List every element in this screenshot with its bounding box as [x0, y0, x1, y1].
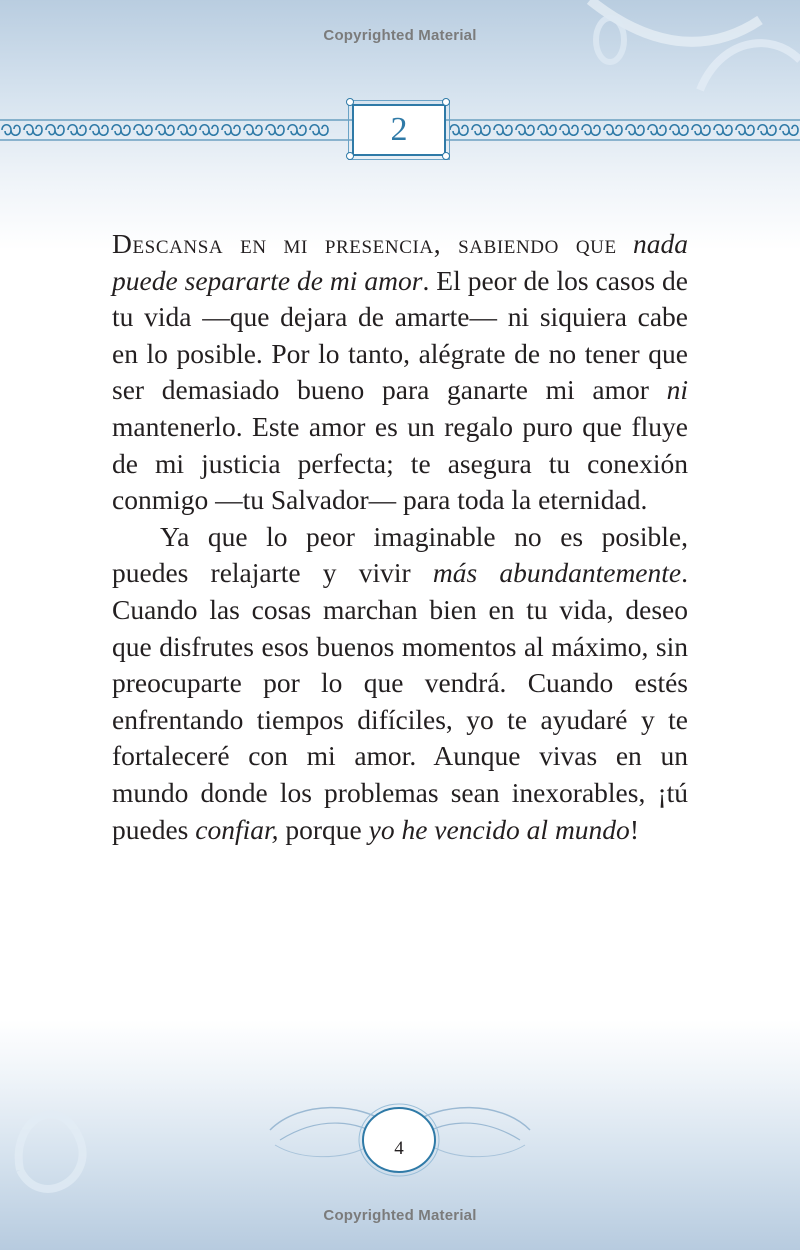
italic-phrase: yo he vencido al mundo	[368, 813, 630, 845]
scroll-ornament-icon	[538, 125, 556, 136]
scroll-ornament-icon	[582, 125, 600, 136]
scroll-ornament-icon	[310, 125, 328, 136]
corner-ornament-icon	[442, 152, 450, 160]
opening-smallcaps: Descansa en mi presencia, sabiendo que	[112, 228, 617, 259]
scroll-ornament-icon	[670, 125, 688, 136]
corner-ornament-icon	[442, 98, 450, 106]
scroll-ornament-icon	[178, 125, 196, 136]
scroll-ornament-icon	[648, 125, 666, 136]
page-number: 4	[394, 1138, 404, 1159]
paragraph-text: porque	[278, 813, 369, 845]
scroll-ornament-icon	[134, 125, 152, 136]
scroll-ornament-icon	[46, 125, 64, 136]
paragraph-text: !	[629, 813, 639, 845]
devotional-text	[112, 226, 688, 848]
scroll-ornament-icon	[244, 125, 262, 136]
scroll-ornament-icon	[714, 125, 732, 136]
page-number-medallion	[360, 1115, 438, 1183]
scroll-ornament-icon	[200, 125, 218, 136]
corner-ornament-icon	[346, 98, 354, 106]
chapter-number: 2	[390, 111, 408, 148]
scroll-ornament-icon	[626, 125, 644, 136]
paragraph-1	[112, 226, 688, 519]
scroll-ornament-icon	[780, 125, 798, 136]
scroll-ornament-icon	[450, 125, 468, 136]
scroll-ornament-icon	[604, 125, 622, 136]
scroll-ornament-icon	[736, 125, 754, 136]
chapter-number-box	[352, 104, 446, 156]
scroll-ornament-icon	[472, 125, 490, 136]
watermark-top: Copyrighted Material	[323, 27, 477, 44]
scroll-ornament-icon	[2, 125, 20, 136]
italic-phrase: nada puede separarte de mi amor	[112, 228, 688, 296]
scroll-ornament-icon	[68, 125, 86, 136]
paragraph-text: . Cuando las cosas marchan bien en tu vida, deseo que disfrutes esos buenos momentos al máximo, sin preocuparte por lo que vendrá. Cuando estés enfrentando tiempos difíciles, yo te ayudaré y te fortaleceré con mi amor. Aunque vivas en un mundo donde los problemas sean inexorables, ¡tú puedes	[112, 557, 688, 845]
paragraph-2	[112, 519, 688, 848]
scroll-ornament-icon	[112, 125, 130, 136]
scroll-ornament-icon	[494, 125, 512, 136]
paragraph-text: Ya que lo peor imaginable no es posible, puedes relajarte y vivir	[112, 520, 688, 589]
watermark-bottom: Copyrighted Material	[323, 1207, 477, 1224]
scroll-ornament-icon	[560, 125, 578, 136]
scroll-ornament-icon	[516, 125, 534, 136]
italic-phrase: confiar,	[195, 813, 279, 845]
italic-phrase: más abundantemente	[432, 557, 682, 589]
scroll-ornament-icon	[156, 125, 174, 136]
scroll-ornament-icon	[692, 125, 710, 136]
scroll-ornament-icon	[266, 125, 284, 136]
scroll-ornament-icon	[24, 125, 42, 136]
scroll-ornament-icon	[90, 125, 108, 136]
scroll-ornament-icon	[288, 125, 306, 136]
paragraph-text: mantenerlo. Este amor es un regalo puro que fluye de mi justicia perfecta; te asegura tu conexión conmigo —tu Salvador— para toda la eternidad.	[112, 410, 688, 516]
scroll-ornament-icon	[758, 125, 776, 136]
corner-ornament-icon	[346, 152, 354, 160]
italic-phrase: ni	[666, 374, 688, 406]
paragraph-text: . El peor de los casos de tu vida —que dejara de amarte— ni siquiera cabe en lo posible. Por lo tanto, alégrate de no tener que ser demasiado bueno para ganarte mi amor	[112, 264, 688, 406]
scroll-ornament-icon	[222, 125, 240, 136]
